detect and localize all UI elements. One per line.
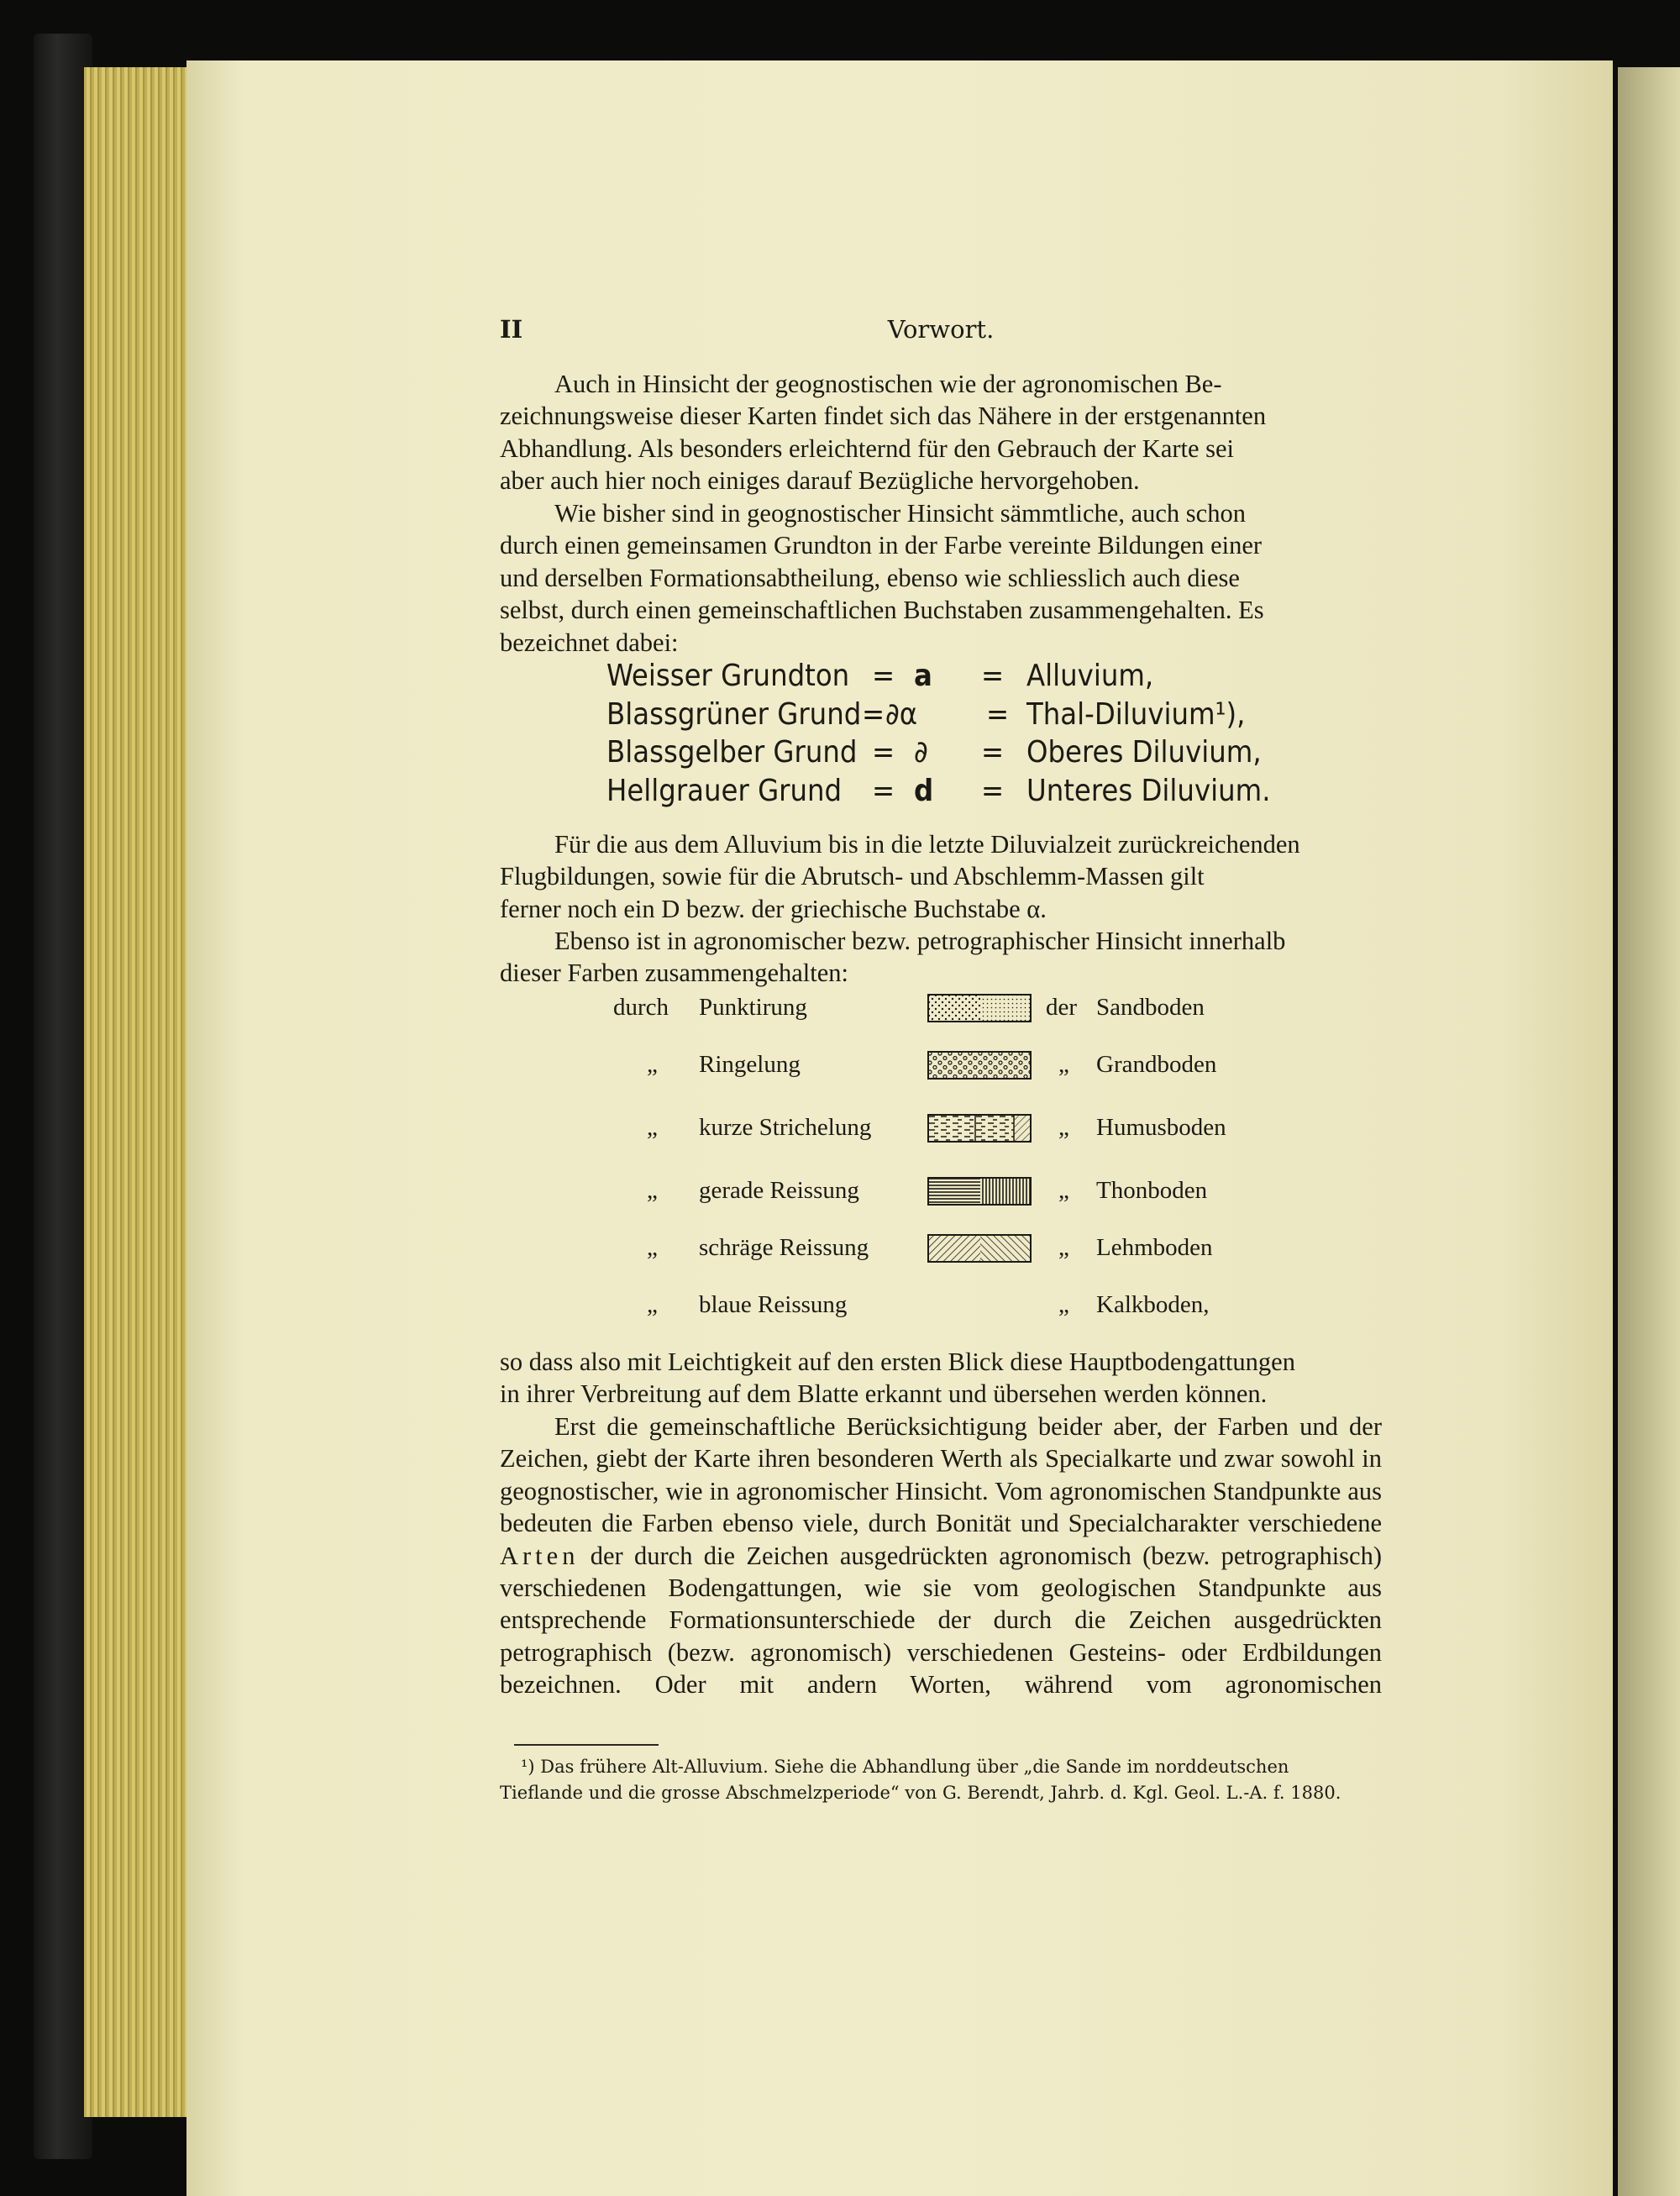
legend-prefix: durch [613,994,669,1021]
text-line: Auch in Hinsicht der geognostischen wie der agronomischen Be- [554,370,1222,398]
ground-colour: Blassgrüner Grund [606,696,862,732]
ditto-mark: „ [1058,1234,1069,1261]
text-line: selbst, durch einen gemeinschaftlichen Buchstaben zusammengehalten. Es [500,596,1264,625]
legend-soil: Sandboden [1096,994,1205,1021]
page-edges [84,67,195,2117]
ditto-mark: „ [647,1051,658,1078]
legend-soil: Humusboden [1096,1114,1226,1141]
formation-symbol: d [914,773,934,808]
legend-soil: Lehmboden [1096,1234,1213,1261]
ditto-mark: „ [647,1234,658,1261]
formula-row [606,697,1346,736]
paragraph-6-text-end: der durch die Zeichen ausgedrückten agronomisch (bezw. petrographisch) verschiedenen Bodengattungen, wie sie vom geologischen Standpunkte aus entsprechende Formationsunterschiede der durch die Zeichen ausgedrückten petrographisch (bezw. agronomisch) verschiedenen Gesteins- oder Erdbildungen bezeichnen. Oder mit andern Worten, während vom agronomischen [500,1541,1382,1700]
running-head [500,315,1382,352]
pattern-swatch-dots [927,994,1032,1022]
dots-pattern-icon [927,994,1032,1022]
legend-soil: Grandboden [1096,1051,1217,1078]
formation-name: Oberes Diluvium, [1026,735,1262,770]
formation-name: Thal-Diluvium¹), [1026,696,1246,732]
formula-row [606,659,1346,697]
paragraph-1 [500,368,1382,497]
formation-name: Alluvium, [1026,659,1154,693]
dashes-pattern-icon [927,1114,1032,1143]
page-title: Vorwort. [887,315,995,344]
paragraph-6 [500,1411,1382,1701]
footnote-line: ¹) Das frühere Alt-Alluvium. Siehe die Abhandlung über „die Sande im norddeutschen [521,1757,1289,1777]
legend-row [613,1114,1285,1148]
text-line: Ebenso ist in agronomischer bezw. petrographischer Hinsicht innerhalb [554,927,1286,955]
formula-row [606,735,1346,774]
ditto-mark: „ [1058,1114,1069,1141]
ditto-mark: „ [647,1291,658,1318]
text-line: dieser Farben zusammengehalten: [500,959,848,988]
facing-page-edge [1618,67,1680,2196]
text-line: ferner noch ein D bezw. der griechische Buchstabe α. [500,894,1047,923]
legend-soil: Thonboden [1096,1177,1208,1204]
text-line: in ihrer Verbreitung auf dem Blatte erkannt und übersehen werden können. [500,1379,1268,1409]
formation-symbol: ∂ [914,735,928,770]
page-number: II [500,315,523,344]
legend-row [613,994,1285,1027]
legend-method: schräge Reissung [699,1234,869,1261]
paragraph-3 [500,828,1382,925]
text-line: aber auch hier noch einiges darauf Bezügliche hervorgehoben. [500,466,1140,496]
ditto-mark: „ [1058,1291,1069,1318]
emphasized-word: Arten [500,1541,580,1570]
pattern-swatch-dashes [927,1114,1032,1143]
text-line: Flugbildungen, sowie für die Abrutsch- und Abschlemm-Massen gilt [500,862,1205,891]
formation-colour-table [606,659,1346,812]
legend-method: gerade Reissung [699,1177,859,1204]
ground-colour: Hellgrauer Grund [606,773,843,808]
legend-connector: der [1046,994,1078,1021]
legend-soil: Kalkboden, [1096,1291,1210,1318]
ditto-mark: „ [1058,1177,1069,1204]
ground-colour: Weisser Grundton [606,659,850,693]
rings-pattern-icon [927,1051,1032,1080]
legend-row [613,1291,1285,1325]
legend-row [613,1051,1285,1085]
paragraph-6-text-start: Erst die gemeinschaftliche Berücksichtigung beider aber, der Farben und der Zeichen, giebt der Karte ihren besonderen Werth als Specialkarte und zwar sowohl in geognostischer, wie in agronomischer Hinsicht. Vom agronomischen Standpunkte aus bedeuten die Farben ebenso viele, durch Bonität und Specialcharakter verschiedene [500,1412,1382,1538]
legend-row [613,1234,1285,1268]
oblique-hatching-icon [927,1234,1032,1263]
text-line: Abhandlung. Als besonders erleichternd für den Gebrauch der Karte sei [500,433,1235,463]
text-line: zeichnungsweise dieser Karten findet sich das Nähere in der erstgenannten [500,402,1267,431]
ground-colour: Blassgelber Grund [606,735,858,770]
ditto-mark: „ [647,1114,658,1141]
text-line: so dass also mit Leichtigkeit auf den ersten Blick diese Hauptbodengattungen [500,1348,1295,1376]
pattern-swatch-oblique [927,1234,1032,1263]
paragraph-5 [500,1346,1382,1411]
footnote-rule [514,1744,659,1746]
legend-method: blaue Reissung [699,1291,848,1318]
footnote-line: Tieflande und die grosse Abschmelzperiode“ von G. Berendt, Jahrb. d. Kgl. Geol. L.-A. f. 1880. [500,1783,1341,1803]
text-line: bezeichnet dabei: [500,628,679,657]
paragraph-2 [500,497,1382,659]
text-line: und derselben Formationsabtheilung, ebenso wie schliesslich auch diese [500,563,1240,592]
footnote [500,1754,1382,1806]
legend-row [613,1177,1285,1211]
paragraph-6-text [500,1411,1382,1701]
straight-hatching-icon [927,1177,1032,1206]
legend-method: Punktirung [699,994,807,1021]
ditto-mark: „ [1058,1051,1069,1078]
formula-row [606,774,1346,812]
text-line: Für die aus dem Alluvium bis in die letzte Diluvialzeit zurückreichenden [554,830,1300,859]
paragraph-4 [500,925,1382,990]
pattern-swatch-straight [927,1177,1032,1206]
legend-method: Ringelung [699,1051,801,1078]
ditto-mark: „ [647,1177,658,1204]
formation-name: Unteres Diluvium. [1026,773,1271,808]
pattern-swatch-rings [927,1051,1032,1080]
legend-method: kurze Strichelung [699,1114,872,1141]
text-line: Wie bisher sind in geognostischer Hinsicht sämmtliche, auch schon [554,499,1246,528]
text-line: durch einen gemeinsamen Grundton in der Farbe vereinte Bildungen einer [500,531,1263,560]
formation-symbol: ∂α [885,696,918,732]
formation-symbol: a [914,659,932,693]
